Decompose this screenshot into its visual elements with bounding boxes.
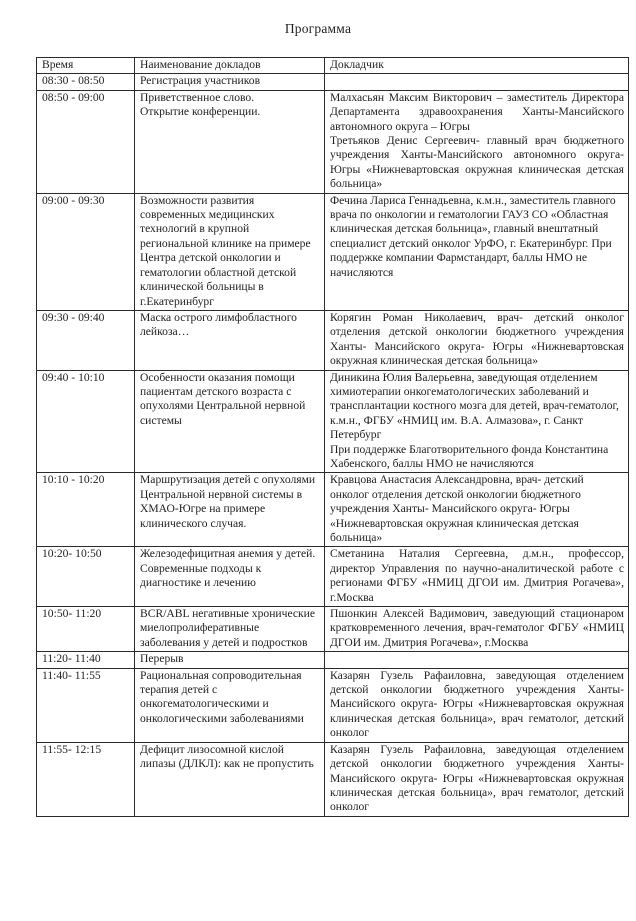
speaker-cell [325, 652, 629, 668]
topic-paragraph: Рациональная сопроводительная терапия детей с онкогематологическими и онкологическими заболеваниями [140, 668, 304, 725]
speaker-paragraph: Сметанина Наталия Сергеевна, д.м.н., профессор, директор Управления по научно-аналитической работе с регионами ФГБУ «НМИЦ ДГОИ им. Дмитрия Рогачева», г.Москва [330, 547, 624, 604]
time-cell: 08:50 - 09:00 [37, 90, 135, 193]
speaker-paragraph: Фечина Лариса Геннадьевна, к.м.н., заместитель главного врача по онкологии и гематологии ГАУЗ СО «Областная клиническая детская больница», главный внештатный специалист детский онколог УрФО, г. Екатеринбург. При поддержке компании Фармстандарт, баллы НМО не начисляются [330, 193, 616, 279]
document-page [0, 21, 636, 817]
speaker-paragraph: Малхасьян Максим Викторович – заместитель Директора Департамента здравоохранения Ханты-Мансийского автономного округа – Югры [330, 90, 624, 133]
topic-cell [135, 668, 325, 742]
topic-paragraph: Маршрутизация детей с опухолями Центральной нервной системы в ХМАО-Югре на примере клинического случая. [140, 473, 316, 530]
time-cell: 09:30 - 09:40 [37, 310, 135, 370]
table-row [37, 547, 629, 607]
speaker-paragraph: Диникина Юлия Валерьевна, заведующая отделением химиотерапии онкогематологических заболеваний и трансплантации костного мозга для детей, врач-гематолог, к.м.н., ФГБУ «НМИЦ им. В.А. Алмазова», г. Санкт Петербург [330, 370, 619, 442]
header-topic: Наименование докладов [135, 58, 325, 74]
header-row [37, 58, 629, 74]
table-row [37, 370, 629, 473]
table-row [37, 668, 629, 742]
topic-cell [135, 370, 325, 473]
topic-paragraph: Регистрация участников [140, 74, 261, 88]
topic-cell [135, 607, 325, 652]
time-cell: 11:40- 11:55 [37, 668, 135, 742]
time-cell: 11:20- 11:40 [37, 652, 135, 668]
time-cell: 09:00 - 09:30 [37, 193, 135, 310]
topic-paragraph: Железодефицитная анемия у детей. Современные подходы к диагностике и лечению [140, 547, 316, 590]
header-time: Время [37, 58, 135, 74]
document-title: Программа [284, 21, 352, 36]
topic-cell [135, 652, 325, 668]
speaker-paragraph: Казарян Гузель Рафаиловна, заведующая отделением детской онкологии бюджетного учреждения Ханты-Мансийского округа- Югры «Нижневартовская окружная клиническая детская больница», врач гематолог, детский онколог [330, 668, 624, 740]
table-row [37, 193, 629, 310]
speaker-paragraph: Пшонкин Алексей Вадимович, заведующий стационаром кратковременного лечения, врач-гематолог ФГБУ «НМИЦ ДГОИ им. Дмитрия Рогачева», г.Москва [330, 607, 624, 649]
header-speaker: Докладчик [325, 58, 629, 74]
topic-paragraph: Особенности оказания помощи пациентам детского возраста с опухолями Центральной нервной системы [140, 370, 306, 427]
time-cell: 10:50- 11:20 [37, 607, 135, 652]
program-table [36, 57, 629, 817]
time-cell: 11:55- 12:15 [37, 742, 135, 816]
topic-paragraph: Возможности развития современных медицинских технологий в крупной региональной клинике на примере Центра детской онкологии и гематологии областной детской клинической больницы в г.Екатеринбург [140, 193, 311, 308]
topic-cell [135, 547, 325, 607]
table-row [37, 310, 629, 370]
speaker-paragraph: Третьяков Денис Сергеевич- главный врач бюджетного учреждения Ханты-Мансийского автономного округа- Югры «Нижневартовская окружная клиническая детская больница» [330, 134, 624, 191]
topic-cell [135, 74, 325, 90]
time-cell: 10:20- 10:50 [37, 547, 135, 607]
table-body [37, 74, 629, 816]
topic-cell [135, 310, 325, 370]
table-row [37, 652, 629, 668]
time-cell: 08:30 - 08:50 [37, 74, 135, 90]
speaker-cell [325, 74, 629, 90]
time-cell: 09:40 - 10:10 [37, 370, 135, 473]
topic-paragraph: Перерыв [140, 652, 184, 666]
speaker-cell [325, 668, 629, 742]
speaker-cell [325, 742, 629, 816]
table-row [37, 74, 629, 90]
table-row [37, 607, 629, 652]
time-cell: 10:10 - 10:20 [37, 473, 135, 547]
topic-cell [135, 193, 325, 310]
topic-paragraph: Открытие конференции. [140, 105, 261, 119]
speaker-paragraph: Корягин Роман Николаевич, врач- детский онколог отделения детской онкологии бюджетного учреждения Ханты- Мансийского округа- Югры «Нижневартовская окружная клиническая детская больница» [330, 310, 624, 368]
speaker-cell [325, 310, 629, 370]
speaker-cell [325, 547, 629, 607]
speaker-cell [325, 370, 629, 473]
speaker-cell [325, 607, 629, 652]
speaker-cell [325, 193, 629, 310]
topic-paragraph: BCR/ABL негативные хронические миелопролиферативные заболевания у детей и подростков [140, 607, 316, 649]
table-row [37, 90, 629, 193]
speaker-paragraph: Казарян Гузель Рафаиловна, заведующая отделением детской онкологии бюджетного учреждения Ханты-Мансийского округа- Югры «Нижневартовская окружная клиническая детская больница», врач гематолог, детский онколог [330, 742, 624, 814]
speaker-paragraph: При поддержке Благотворительного фонда Константина Хабенского, баллы НМО не начисляются [330, 442, 609, 470]
topic-paragraph: Дефицит лизосомной кислой липазы (ДЛКЛ): как не пропустить [140, 742, 314, 771]
topic-cell [135, 742, 325, 816]
speaker-cell [325, 90, 629, 193]
topic-cell [135, 90, 325, 193]
topic-paragraph: Маска острого лимфобластного лейкоза… [140, 310, 297, 339]
speaker-cell [325, 473, 629, 547]
table-row [37, 742, 629, 816]
topic-cell [135, 473, 325, 547]
speaker-paragraph: Кравцова Анастасия Александровна, врач- детский онколог отделения детской онкологии бюджетного учреждения Ханты- Мансийского округа- Югры «Нижневартовская окружная клиническая детская больница» [330, 473, 584, 544]
topic-paragraph: Приветственное слово. [140, 90, 255, 104]
table-row [37, 473, 629, 547]
